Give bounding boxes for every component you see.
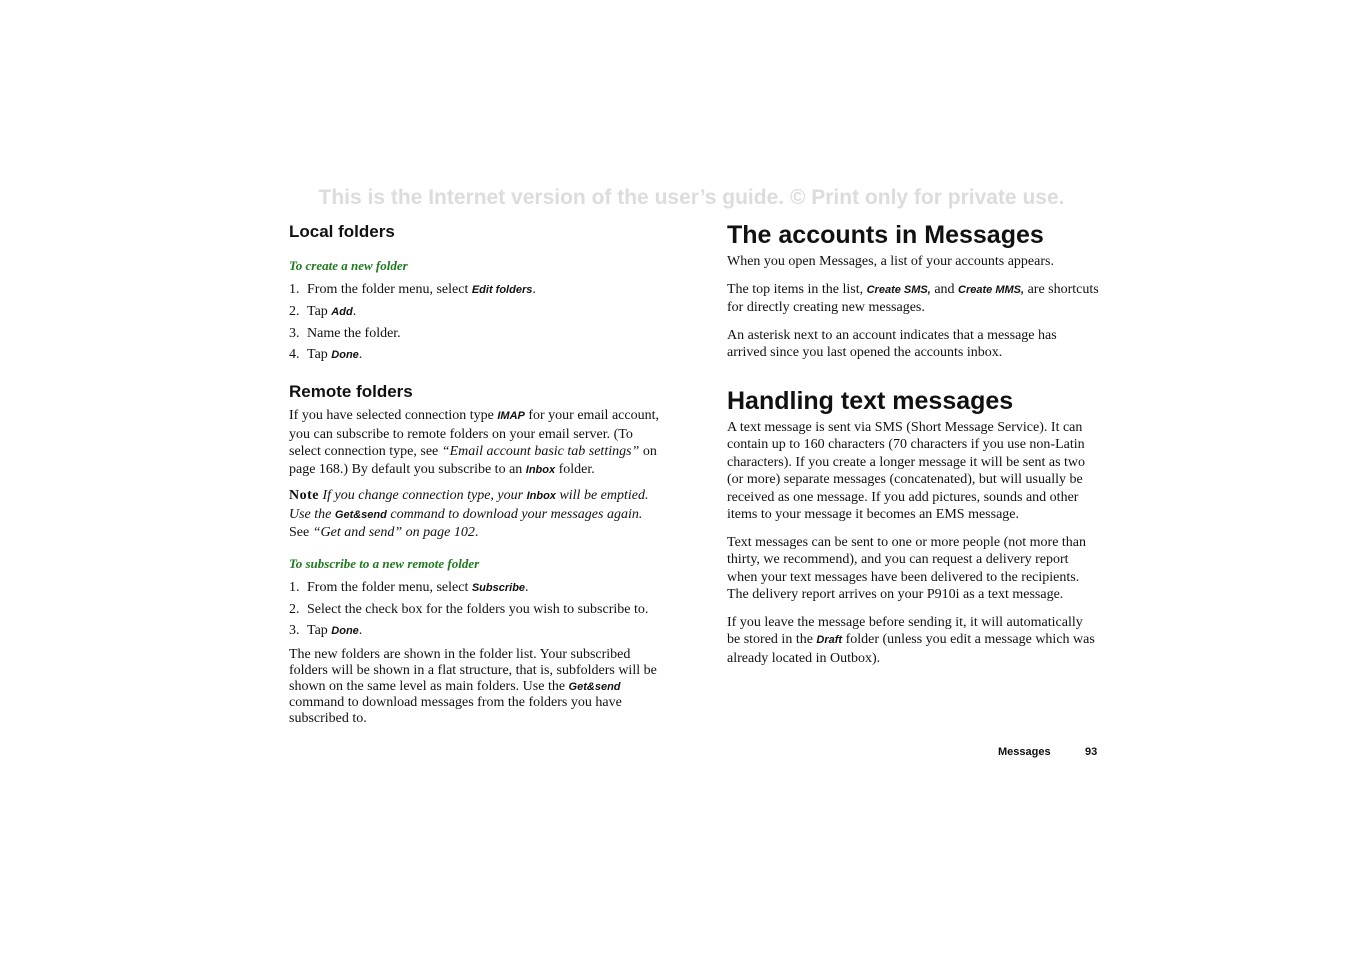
list-item: 3. Tap Done. — [289, 622, 363, 638]
accounts-paragraph-3: An asterisk next to an account indicates that a message has arrived since you last opened the accounts inbox. — [727, 327, 1057, 360]
create-folder-steps — [289, 281, 664, 365]
subscribed-folders-paragraph: The new folders are shown in the folder list. Your subscribed folders will be shown in a flat structure, that is, subfolders will be shown on the same level as main folders. Use the Get&send command to download messages from the folders you have subscribed to. — [289, 646, 657, 726]
list-item: 2. Select the check box for the folders you wish to subscribe to. — [289, 601, 649, 617]
list-item: 1. From the folder menu, select Edit folders. — [289, 282, 536, 297]
list-item: 2. Tap Add. — [289, 304, 357, 319]
list-item: 3. Name the folder. — [289, 326, 401, 341]
subscribe-steps — [289, 579, 664, 641]
accounts-heading: The accounts in Messages — [727, 221, 1044, 249]
create-folder-procedure-title: To create a new folder — [289, 258, 408, 273]
accounts-paragraph-1: When you open Messages, a list of your accounts appears. — [727, 254, 1054, 269]
left-column — [289, 222, 664, 727]
subscribe-procedure-title: To subscribe to a new remote folder — [289, 555, 480, 571]
accounts-paragraph-2: The top items in the list, Create SMS, and Create MMS, are shortcuts for directly creating new messages. — [727, 281, 1099, 315]
note-paragraph: Note If you change connection type, your Inbox will be emptied. Use the Get&send command to download your messages again. See “Get and send” on page 102. — [289, 488, 649, 540]
footer-section: Messages — [998, 746, 1051, 758]
remote-folders-heading: Remote folders — [289, 382, 413, 401]
handling-paragraph-1: A text message is sent via SMS (Short Message Service). It can contain up to 160 characters (70 characters if you use non-Latin characters). If you create a longer message it will be sent as two (or more) separate messages (concatenated), but will usually be received as one message. If you add pictures, sounds and other items to your message it becomes an EMS message. — [727, 419, 1086, 522]
handling-heading: Handling text messages — [727, 386, 1014, 415]
handling-paragraph-2: Text messages can be sent to one or more people (not more than thirty, we recommend), and you can request a delivery report when your text messages have been delivered to the recipients. The delivery report arrives on your P910i as a text message. — [727, 534, 1087, 602]
watermark: This is the Internet version of the user’s guide. © Print only for private use. — [318, 186, 1065, 209]
handling-paragraph-3: If you leave the message before sending it, it will automatically be stored in the Draft folder (unless you edit a message which was already located in Outbox). — [727, 614, 1095, 666]
page-number: 93 — [1085, 746, 1098, 758]
list-item: 1. From the folder menu, select Subscribe. — [289, 579, 529, 595]
right-column — [727, 220, 1099, 667]
remote-folders-paragraph: If you have selected connection type IMAP for your email account, you can subscribe to remote folders on your email server. (To select connection type, see “Email account basic tab settings” on page 168.) By default you subscribe to an Inbox folder. — [289, 408, 659, 477]
local-folders-heading: Local folders — [289, 222, 395, 241]
list-item: 4. Tap Done. — [289, 347, 363, 362]
